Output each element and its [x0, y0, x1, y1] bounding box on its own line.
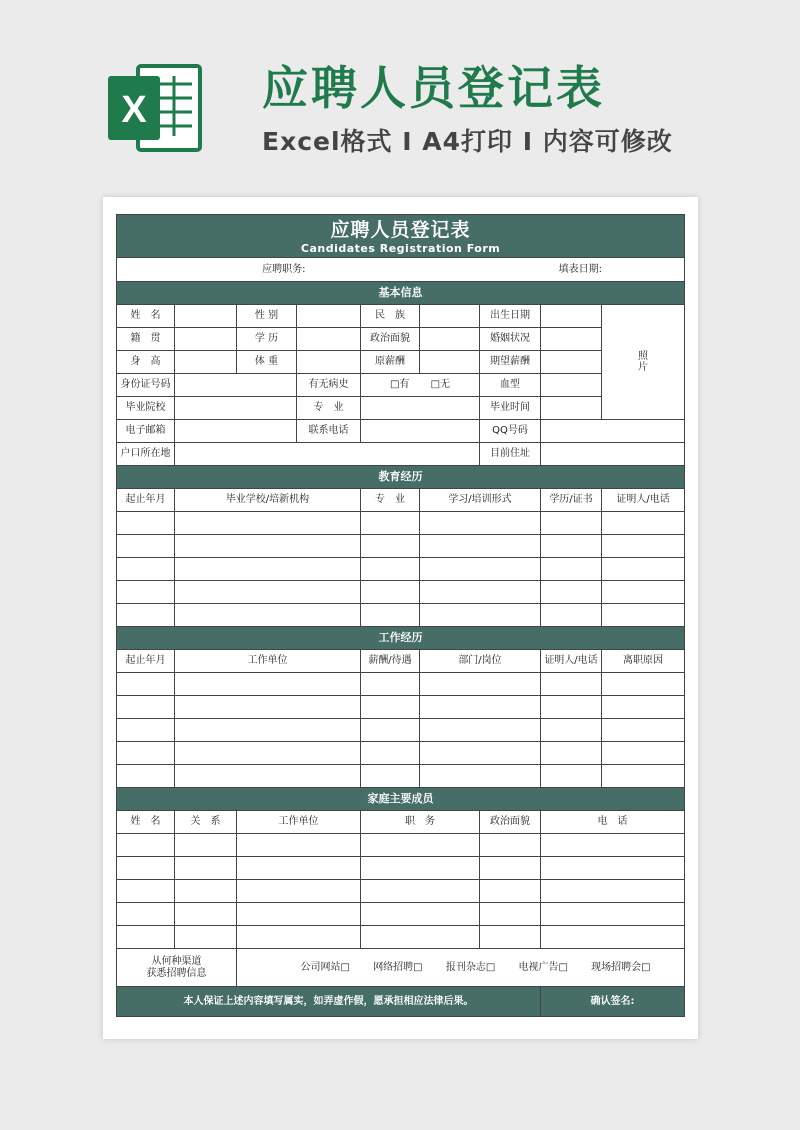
form-sheet	[103, 197, 698, 1039]
declaration: 本人保证上述内容填写属实，如弄虚作假，愿承担相应法律后果。	[117, 987, 541, 1017]
date-label: 填表日期:	[558, 263, 603, 275]
label-ethnicity: 民 族	[361, 305, 420, 328]
input-address[interactable]	[541, 443, 685, 466]
family-col-political: 政治面貌	[480, 811, 541, 834]
checkbox-has[interactable]: □有	[389, 379, 410, 391]
input-marital[interactable]	[541, 328, 602, 351]
work-col-company: 工作单位	[175, 650, 361, 673]
photo-box[interactable]	[602, 305, 685, 420]
label-education: 学 历	[237, 328, 297, 351]
label-marital: 婚姻状况	[480, 328, 541, 351]
work-col-salary: 薪酬/待遇	[361, 650, 420, 673]
page-title: 应聘人员登记表	[262, 61, 605, 115]
label-grad-time: 毕业时间	[480, 397, 541, 420]
input-political[interactable]	[420, 328, 480, 351]
input-school[interactable]	[175, 397, 297, 420]
label-major: 专 业	[297, 397, 361, 420]
channel-options	[237, 949, 685, 987]
input-grad-time[interactable]	[541, 397, 602, 420]
family-col-phone: 电 话	[541, 811, 685, 834]
input-email[interactable]	[175, 420, 297, 443]
label-native-place: 籍 贯	[117, 328, 175, 351]
logo-letter: X	[121, 89, 147, 131]
input-name[interactable]	[175, 305, 237, 328]
form-header	[117, 215, 685, 258]
position-label: 应聘职务:	[262, 263, 306, 275]
work-row[interactable]	[117, 742, 685, 765]
edu-col-degree: 学历/证书	[541, 489, 602, 512]
edu-col-major: 专 业	[361, 489, 420, 512]
label-weight: 体 重	[237, 351, 297, 374]
input-qq[interactable]	[541, 420, 685, 443]
edu-row[interactable]	[117, 558, 685, 581]
work-row[interactable]	[117, 696, 685, 719]
label-address: 目前住址	[480, 443, 541, 466]
label-height: 身 高	[117, 351, 175, 374]
label-id-number: 身份证号码	[117, 374, 175, 397]
section-family: 家庭主要成员	[117, 788, 685, 811]
channel-label	[117, 949, 237, 987]
family-col-company: 工作单位	[237, 811, 361, 834]
input-gender[interactable]	[297, 305, 361, 328]
edu-row[interactable]	[117, 535, 685, 558]
family-row[interactable]	[117, 903, 685, 926]
page-subtitle: Excel格式 I A4打印 I 内容可修改	[262, 127, 673, 156]
family-row[interactable]	[117, 926, 685, 949]
input-major[interactable]	[361, 397, 480, 420]
label-qq: QQ号码	[480, 420, 541, 443]
label-political: 政治面貌	[361, 328, 420, 351]
channel-online[interactable]: 网络招聘□	[373, 961, 423, 973]
channel-company-site[interactable]: 公司网站□	[300, 961, 350, 973]
family-col-title: 职 务	[361, 811, 480, 834]
section-work: 工作经历	[117, 627, 685, 650]
edu-row[interactable]	[117, 512, 685, 535]
input-weight[interactable]	[297, 351, 361, 374]
input-birthdate[interactable]	[541, 305, 602, 328]
work-row[interactable]	[117, 673, 685, 696]
work-col-dept: 部门/岗位	[420, 650, 541, 673]
family-col-name: 姓 名	[117, 811, 175, 834]
edu-row[interactable]	[117, 581, 685, 604]
label-orig-salary: 原薪酬	[361, 351, 420, 374]
label-expected-salary: 期望薪酬	[480, 351, 541, 374]
photo-label: 照 片	[638, 350, 649, 373]
input-hukou[interactable]	[175, 443, 480, 466]
label-birthdate: 出生日期	[480, 305, 541, 328]
input-ethnicity[interactable]	[420, 305, 480, 328]
edu-col-school: 毕业学校/培新机构	[175, 489, 361, 512]
edu-row[interactable]	[117, 604, 685, 627]
banner	[0, 0, 800, 200]
channel-tv[interactable]: 电视广告□	[518, 961, 568, 973]
section-basic-info: 基本信息	[117, 282, 685, 305]
label-phone: 联系电话	[297, 420, 361, 443]
label-hukou: 户口所在地	[117, 443, 175, 466]
label-school: 毕业院校	[117, 397, 175, 420]
work-row[interactable]	[117, 765, 685, 788]
work-col-reference: 证明人/电话	[541, 650, 602, 673]
input-native-place[interactable]	[175, 328, 237, 351]
channel-newspaper[interactable]: 报刊杂志□	[445, 961, 496, 973]
input-phone[interactable]	[361, 420, 480, 443]
registration-table	[116, 214, 685, 1017]
family-col-relation: 关 系	[175, 811, 237, 834]
label-name: 姓 名	[117, 305, 175, 328]
family-row[interactable]	[117, 834, 685, 857]
edu-col-period: 起止年月	[117, 489, 175, 512]
form-title-en: Candidates Registration Form	[300, 241, 501, 255]
input-orig-salary[interactable]	[420, 351, 480, 374]
excel-logo-icon	[104, 60, 206, 156]
label-blood-type: 血型	[480, 374, 541, 397]
meta-row	[117, 258, 685, 282]
input-id-number[interactable]	[175, 374, 297, 397]
input-expected-salary[interactable]	[541, 351, 602, 374]
input-education[interactable]	[297, 328, 361, 351]
work-col-reason: 离职原因	[602, 650, 685, 673]
work-row[interactable]	[117, 719, 685, 742]
form-title-cn: 应聘人员登记表	[330, 218, 471, 241]
label-medical-history: 有无病史	[297, 374, 361, 397]
channel-job-fair[interactable]: 现场招聘会□	[591, 961, 651, 973]
input-blood-type[interactable]	[541, 374, 602, 397]
checkbox-has-not[interactable]: □无	[430, 379, 451, 391]
edu-col-reference: 证明人/电话	[602, 489, 685, 512]
family-row[interactable]	[117, 880, 685, 903]
work-col-period: 起止年月	[117, 650, 175, 673]
section-education: 教育经历	[117, 466, 685, 489]
family-row[interactable]	[117, 857, 685, 880]
channel-label-text: 从何种渠道 获悉招聘信息	[146, 956, 207, 979]
label-gender: 性 别	[237, 305, 297, 328]
input-height[interactable]	[175, 351, 237, 374]
signature-label[interactable]: 确认签名:	[541, 987, 685, 1017]
label-email: 电子邮箱	[117, 420, 175, 443]
edu-col-mode: 学习/培训形式	[420, 489, 541, 512]
medical-options[interactable]	[361, 374, 480, 397]
